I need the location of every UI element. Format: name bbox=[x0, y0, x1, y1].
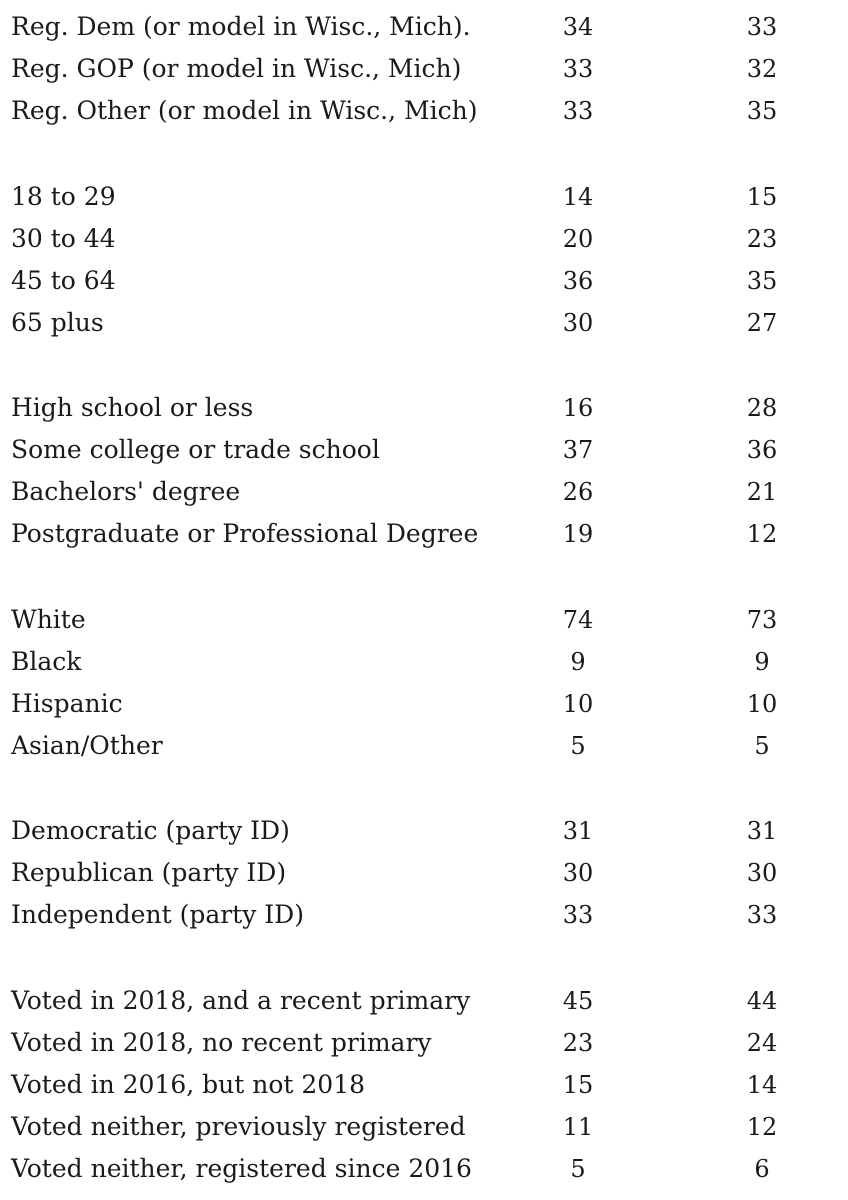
table-row bbox=[0, 90, 848, 132]
col2-value: 33 bbox=[746, 13, 778, 41]
col1-value: 14 bbox=[562, 183, 594, 211]
table-row bbox=[0, 683, 848, 725]
row-label: Postgraduate or Professional Degree bbox=[11, 519, 479, 548]
col2-value: 36 bbox=[746, 436, 778, 464]
col2-value: 9 bbox=[754, 648, 770, 676]
col1-value: 45 bbox=[562, 987, 594, 1015]
col2-value: 14 bbox=[746, 1071, 778, 1099]
row-label: Bachelors' degree bbox=[11, 477, 241, 506]
col2-value: 33 bbox=[746, 901, 778, 929]
col2-value: 73 bbox=[746, 606, 778, 634]
row-label: 30 to 44 bbox=[11, 224, 116, 253]
col2-value: 10 bbox=[746, 690, 778, 718]
col1-value: 26 bbox=[562, 478, 594, 506]
row-label: Voted in 2016, but not 2018 bbox=[11, 1070, 366, 1099]
col2-value: 15 bbox=[746, 183, 778, 211]
col2-value: 12 bbox=[746, 1113, 778, 1141]
col2-value: 24 bbox=[746, 1029, 778, 1057]
row-label: Asian/Other bbox=[11, 731, 163, 760]
col1-value: 36 bbox=[562, 267, 594, 295]
row-label: 18 to 29 bbox=[11, 182, 116, 211]
col1-value: 37 bbox=[562, 436, 594, 464]
row-label: Reg. GOP (or model in Wisc., Mich) bbox=[11, 54, 462, 83]
row-label: Independent (party ID) bbox=[11, 900, 304, 929]
row-label: Reg. Dem (or model in Wisc., Mich). bbox=[11, 12, 471, 41]
table-row bbox=[0, 641, 848, 683]
row-label: Hispanic bbox=[11, 689, 123, 718]
row-label: Voted in 2018, and a recent primary bbox=[11, 986, 471, 1015]
table-row bbox=[0, 302, 848, 344]
table-row bbox=[0, 852, 848, 894]
row-label: Some college or trade school bbox=[11, 435, 380, 464]
col1-value: 33 bbox=[562, 55, 594, 83]
table-row bbox=[0, 429, 848, 471]
col1-value: 15 bbox=[562, 1071, 594, 1099]
col1-value: 5 bbox=[570, 732, 586, 760]
col2-value: 30 bbox=[746, 859, 778, 887]
col1-value: 30 bbox=[562, 309, 594, 337]
table-row bbox=[0, 980, 848, 1022]
table-row bbox=[0, 176, 848, 218]
table-row bbox=[0, 6, 848, 48]
table-row bbox=[0, 1148, 848, 1190]
col1-value: 16 bbox=[562, 394, 594, 422]
col1-value: 33 bbox=[562, 97, 594, 125]
table-row bbox=[0, 218, 848, 260]
col1-value: 31 bbox=[562, 817, 594, 845]
col1-value: 33 bbox=[562, 901, 594, 929]
table-row bbox=[0, 894, 848, 936]
row-label: 65 plus bbox=[11, 308, 104, 337]
col1-value: 11 bbox=[562, 1113, 594, 1141]
col2-value: 31 bbox=[746, 817, 778, 845]
table-row bbox=[0, 725, 848, 767]
col1-value: 74 bbox=[562, 606, 594, 634]
row-label: Black bbox=[11, 647, 82, 676]
col2-value: 5 bbox=[754, 732, 770, 760]
col1-value: 30 bbox=[562, 859, 594, 887]
row-label: Reg. Other (or model in Wisc., Mich) bbox=[11, 96, 478, 125]
col2-value: 6 bbox=[754, 1155, 770, 1183]
col2-value: 32 bbox=[746, 55, 778, 83]
row-label: Voted in 2018, no recent primary bbox=[11, 1028, 432, 1057]
col1-value: 19 bbox=[562, 520, 594, 548]
col1-value: 23 bbox=[562, 1029, 594, 1057]
row-label: White bbox=[11, 605, 86, 634]
row-label: 45 to 64 bbox=[11, 266, 116, 295]
col2-value: 44 bbox=[746, 987, 778, 1015]
table-row bbox=[0, 1106, 848, 1148]
col1-value: 10 bbox=[562, 690, 594, 718]
table-row bbox=[0, 48, 848, 90]
col2-value: 12 bbox=[746, 520, 778, 548]
table-row bbox=[0, 387, 848, 429]
table-row bbox=[0, 471, 848, 513]
col1-value: 34 bbox=[562, 13, 594, 41]
table-row bbox=[0, 260, 848, 302]
col2-value: 21 bbox=[746, 478, 778, 506]
table-row bbox=[0, 513, 848, 555]
table-row bbox=[0, 1064, 848, 1106]
col2-value: 35 bbox=[746, 97, 778, 125]
col2-value: 27 bbox=[746, 309, 778, 337]
row-label: Democratic (party ID) bbox=[11, 816, 290, 845]
row-label: High school or less bbox=[11, 393, 254, 422]
row-label: Voted neither, registered since 2016 bbox=[11, 1154, 472, 1183]
table-row bbox=[0, 1022, 848, 1064]
table-row bbox=[0, 599, 848, 641]
col1-value: 5 bbox=[570, 1155, 586, 1183]
col2-value: 35 bbox=[746, 267, 778, 295]
col1-value: 20 bbox=[562, 225, 594, 253]
row-label: Voted neither, previously registered bbox=[11, 1112, 466, 1141]
col1-value: 9 bbox=[570, 648, 586, 676]
table-row bbox=[0, 810, 848, 852]
col2-value: 23 bbox=[746, 225, 778, 253]
row-label: Republican (party ID) bbox=[11, 858, 287, 887]
col2-value: 28 bbox=[746, 394, 778, 422]
